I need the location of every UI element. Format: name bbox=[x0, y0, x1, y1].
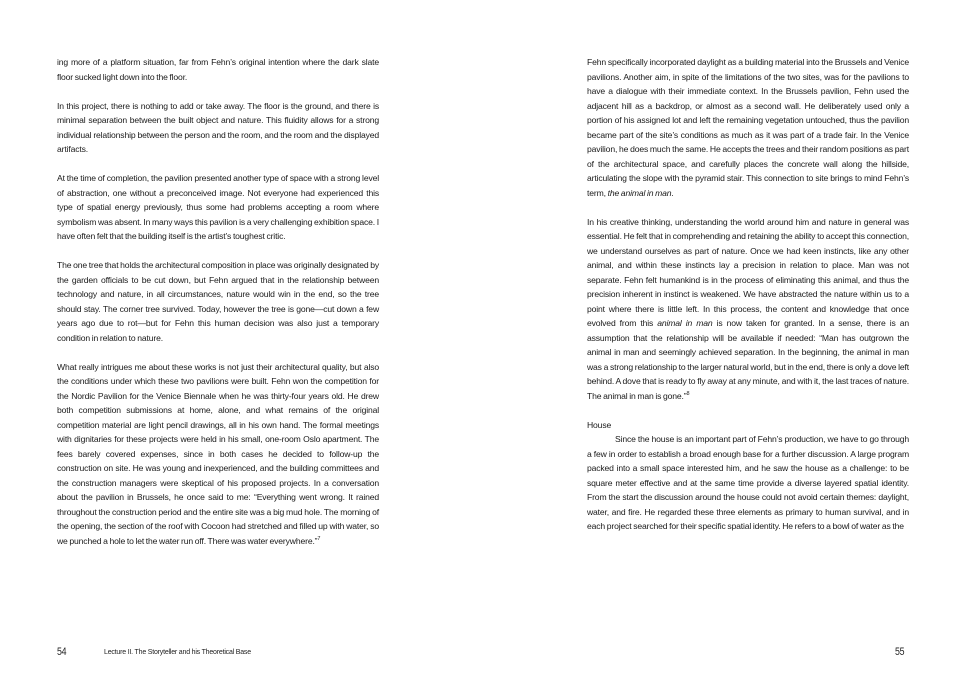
paragraph-corner-tree: The one tree that holds the architectural composition in place was originally designated by the garden officials to be cut down, but Fehn argued that in the relationship between technology and nature, in all circumstances, nature would win in the end, so the tree should stay. The corner tree survived. Today, however the tree is gone—cut down a few years ago due to rot—but for Fehn this human decision was also just a temporary condition in relation to nature. bbox=[57, 260, 379, 343]
paragraph-pavilion-conditions-text: What really intrigues me about these works is not just their architectural quality, but also the conditions under which these two pavilions were built. Fehn won the competition for the Nordic Pavilion for the Venice Biennale when he was thirty-four years old. He drew both competition submissions at home, alone, and what remains of the original competition material are light pencil drawings, all in his own hand. The formal meetings with dignitaries for these projects were held in his small, one-room Oslo apartment. The fees barely covered expenses, since in both cases he decided to follow-up the construction on site. He was young and inexperienced, and the building committees and the construction managers were skeptical of his proposed projects. In a conversation about the pavilion in Brussels, he once said to me: “Everything went wrong. It rained throughout the construction period and the entire site was a big mud hole. The morning of the opening, the section of the roof with Cocoon had stretched and filled up with water, so we punched a hole to let the water run off. There was water everywhere.” bbox=[57, 361, 379, 546]
paragraph-house: Since the house is an important part of Fehn’s production, we have to go through a few in order to establish a broad enough base for a further discussion. A large program packed into a small space interested him, and he saw the house as a challenge: to be square meter effective and at the same time provide a diverse layered spatial identity. From the start the discussion around the house could not avoid certain themes: daylight, water, and fire. He regarded these three elements as primary to human survival, and in each project searched for their specific spatial identity. He refers to a bowl of water as the bbox=[587, 434, 909, 531]
left-page-text-column bbox=[57, 55, 379, 548]
running-head: Lecture II. The Storyteller and his Theoretical Base bbox=[104, 649, 251, 656]
paragraph-creative-thinking bbox=[587, 215, 909, 404]
right-page-text-column bbox=[587, 55, 909, 534]
term-animal-in-man: the animal in man bbox=[607, 187, 672, 198]
paragraph-creative-thinking-text-a: In his creative thinking, understanding the world around him and nature in general was essential. He felt that in comprehending and retaining the ability to accept this connection, we understand ourselves as part of nature. Once we had keen instincts, like any other animal, and within these instincts lay a precision in relation to place. Man was not separate. Fehn felt humankind is in the process of eliminating this animal, and thus the precision inherent in instinct is weakened. We have abstracted the nature within us to a point where there is little left. In this process, the content and knowledge that once evolved from this bbox=[587, 216, 909, 328]
page-number-right: 55 bbox=[895, 646, 905, 658]
right-page bbox=[482, 0, 964, 681]
paragraph-floor-ground: In this project, there is nothing to add or take away. The floor is the ground, and there is minimal separation between the built object and nature. This fluidity allows for a strong individual relationship between the person and the room, and the room and the displayed artifacts. bbox=[57, 100, 379, 154]
paragraph-creative-thinking-text-b: is now taken for granted. In a sense, there is an assumption that the relationship will be available if needed: “Man has outgrown the animal in man and seemingly achieved separation. In the beginning, the animal in man was a strong relationship to the larger natural world, but in the end, there is only a dove left behind. A dove that is ready to fly away at any minute, and with it, the last traces of nature. The animal in man is gone.” bbox=[587, 318, 909, 401]
paragraph-daylight-text: Fehn specifically incorporated daylight as a building material into the Brussels and Venice pavilions. Another aim, in spite of the limitations of the two sites, was for the pavilions to have a dialogue with their immediate context. In the Brussels pavilion, Fehn used the adjacent hill as a backdrop, or almost as a second wall. He deliberately used only a portion of his assigned lot and left the remaining vegetation untouched, thus the pavilion became part of the site’s conditions as much as it was part of a trade fair. In the Venice pavilion, he does much the same. He accepts the trees and their random positions as part of the architectural space, and carefully places the concrete wall along the hillside, articulating the slope with the pyramid stair. This connection to site brings to mind Fehn’s term, bbox=[587, 57, 909, 198]
paragraph-platform-situation: ing more of a platform situation, far from Fehn’s original intention where the dark slate floor sucked light down into the floor. bbox=[57, 57, 379, 82]
term-animal-in-man-2: animal in man bbox=[657, 318, 713, 328]
footnote-marker-7[interactable]: 7 bbox=[317, 535, 321, 542]
footnote-marker-8[interactable]: 8 bbox=[686, 390, 690, 397]
paragraph-daylight-material bbox=[587, 55, 909, 200]
page-number-left: 54 bbox=[57, 646, 67, 658]
paragraph-completion-abstraction: At the time of completion, the pavilion presented another type of space with a strong level of abstraction, one without a preconceived image. Not everyone had experienced this type of spatial energy previously, thus some had problems accepting a room where symbolism was absent. In many ways this pavilion is a very challenging exhibition space. I have often felt that the building itself is the artist’s toughest critic. bbox=[57, 173, 379, 241]
paragraph-pavilion-conditions bbox=[57, 360, 379, 549]
section-heading-house: House bbox=[587, 419, 612, 430]
paragraph-daylight-end: . bbox=[671, 187, 674, 198]
